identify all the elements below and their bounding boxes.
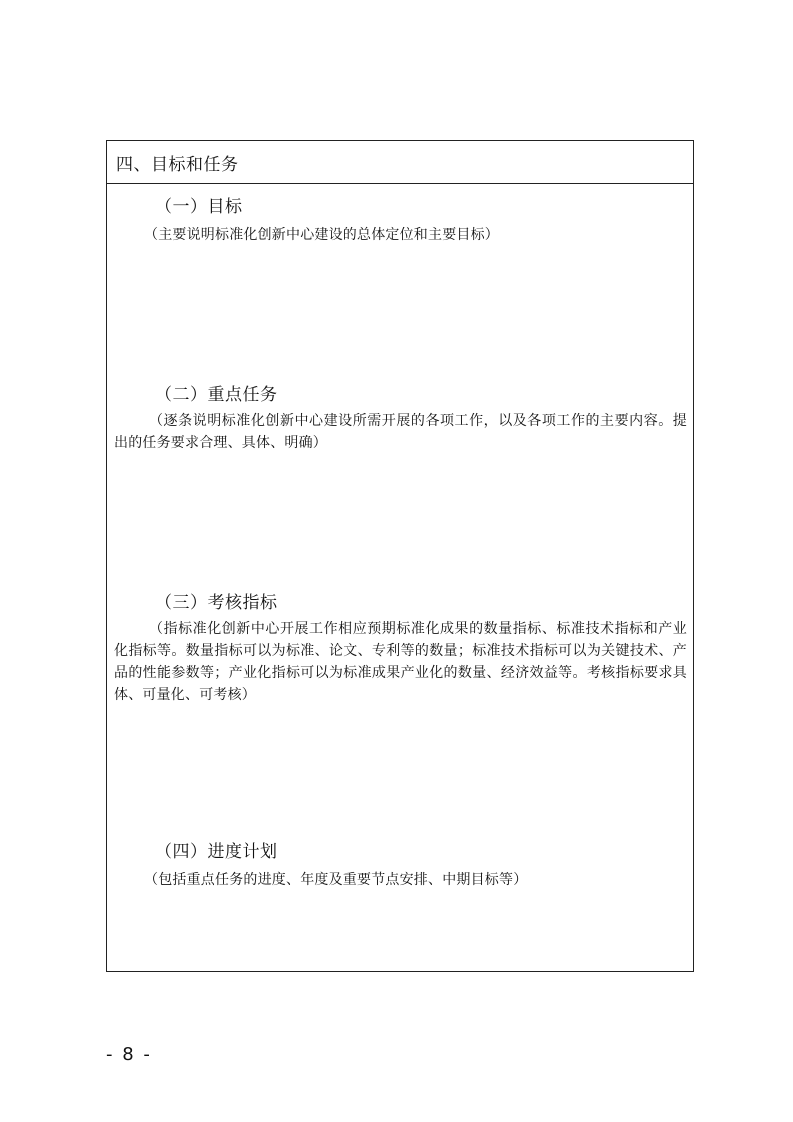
subsection-desc-schedule: （包括重点任务的进度、年度及重要节点安排、中期目标等） [144,872,528,888]
subsection-title-assessment: （三）考核指标 [155,593,278,613]
subsection-desc-key-tasks: （逐条说明标准化创新中心建设所需开展的各项工作，以及各项工作的主要内容。提出的任务要求合理、具体、明确） [114,413,687,451]
goals-tasks-table [106,140,694,972]
subsection-title-goals: （一）目标 [155,197,243,217]
subsection-desc-goals: （主要说明标准化创新中心建设的总体定位和主要目标） [144,227,499,243]
subsection-title-key-tasks: （二）重点任务 [155,385,278,405]
page-number: - 8 - [106,1044,152,1065]
section-title: 四、目标和任务 [107,141,693,184]
subsection-title-schedule: （四）进度计划 [155,842,278,862]
subsection-desc-assessment: （指标准化创新中心开展工作相应预期标准化成果的数量指标、标准技术指标和产业化指标等。数量指标可以为标准、论文、专利等的数量；标准技术指标可以为关键技术、产品的性能参数等；产业化指标可以为标准成果产业化的数量、经济效益等。考核指标要求具体、可量化、可考核） [114,621,687,703]
